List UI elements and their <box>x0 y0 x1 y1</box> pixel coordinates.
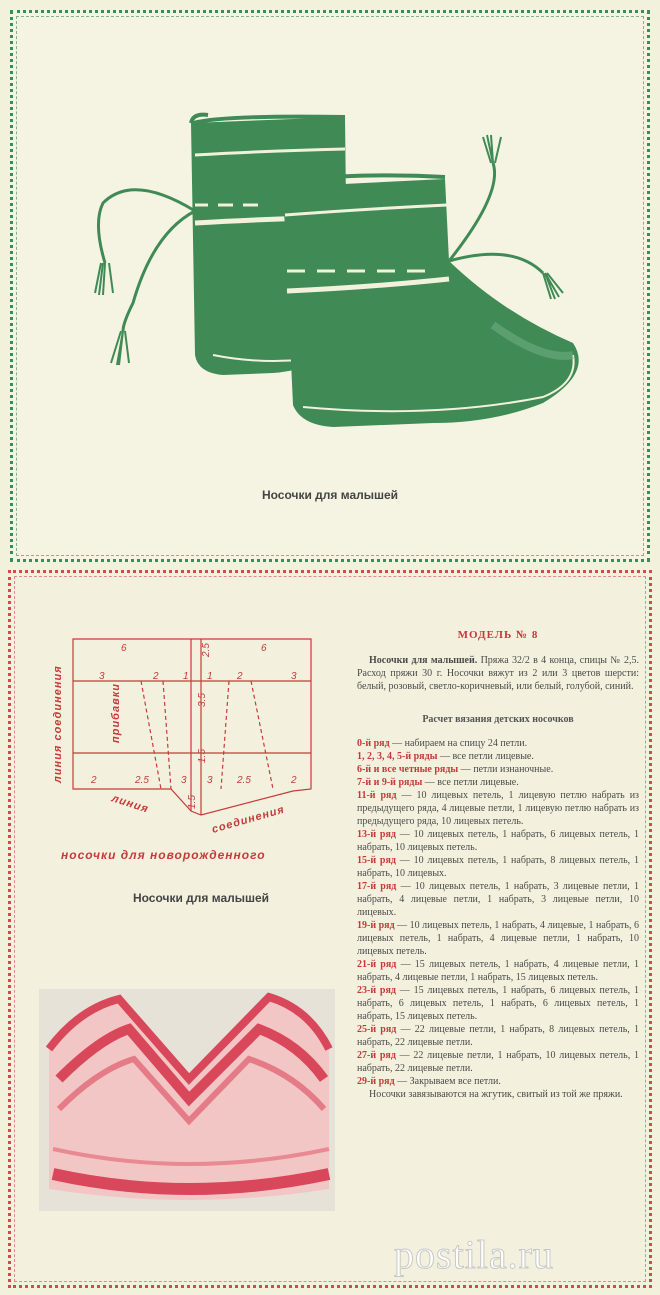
pattern-inner-label: прибавки <box>110 682 122 743</box>
calc-title: Расчет вязания детских носочков <box>422 714 574 725</box>
pattern-bottom-right-label: соединения <box>210 803 287 836</box>
row-instruction: 0-й ряд — набираем на спицу 24 петли. <box>357 738 528 749</box>
row-instruction: 6-й и все четные ряды — петли изнаночные. <box>357 764 554 775</box>
closing-paragraph: Носочки завязываются на жгутик, свитый из той же пряжи. <box>369 1089 623 1100</box>
row-instruction: 21-й ряд — 15 лицевых петель, 1 набрать, 4 лицевые петли, 1 набрать, 4 лицевые петли, 1 набрать, 15 лицевых петель. <box>357 959 639 983</box>
pattern-bottom-number: 3 <box>181 775 187 786</box>
left-caption: Носочки для малышей <box>132 891 270 905</box>
row-instruction: 27-й ряд — 22 лицевые петли, 1 набрать, 10 лицевых петель, 1 набрать, 22 лицевые петли. <box>357 1050 639 1074</box>
pattern-side-number: 1.5 <box>187 795 198 809</box>
pattern-bottom-left-label: линия <box>110 792 151 816</box>
pattern-side-number: 1.5 <box>197 749 208 763</box>
row-instruction: 23-й ряд — 15 лицевых петель, 1 набрать, 6 лицевых петель, 1 набрать, 6 лицевых петель, 1 набрать, 6 лицевых петель, 1 набрать, 15 лицевых петель. <box>357 985 639 1022</box>
row-instruction: 1, 2, 3, 4, 5-й ряды — все петли лицевые. <box>357 751 534 762</box>
row-instruction: 19-й ряд — 10 лицевых петель, 1 набрать, 4 лицевые, 1 набрать, 6 лицевых петель, 1 набрать, 4 лицевые петли, 1 набрать, 10 лицевых петель. <box>357 920 639 957</box>
row-instruction: 11-й ряд — 10 лицевых петель, 1 лицевую петлю набрать из предыдущего ряда, 4 лицевые петли, 1 лицевую петлю набрать из предыдущего ряда, 10 лицевых петель. <box>357 790 640 827</box>
top-caption: Носочки для малышей <box>261 488 399 502</box>
pattern-mid-number: 1 <box>207 671 213 682</box>
model-title: МОДЕЛЬ № 8 <box>457 629 539 641</box>
pattern-top-number: 6 <box>261 643 267 654</box>
row-instruction: 17-й ряд — 10 лицевых петель, 1 набрать, 3 лицевые петли, 1 набрать, 4 лицевые петли, 1 набрать, 3 лицевые петли, 10 лицевых. <box>357 881 639 918</box>
pattern-outline <box>73 639 311 815</box>
pattern-bottom-number: 2.5 <box>237 775 251 786</box>
watermark-text: postila.ru <box>394 1232 554 1277</box>
top-illustration-panel <box>10 10 650 562</box>
row-instruction: 25-й ряд — 22 лицевые петли, 1 набрать, 8 лицевых петель, 1 набрать, 22 лицевые петли. <box>357 1024 639 1048</box>
pattern-bottom-number: 3 <box>207 775 213 786</box>
pattern-caption: носочки для новорожденного <box>61 848 266 862</box>
pattern-side-number: 3.5 <box>197 693 208 707</box>
pattern-bottom-number: 2.5 <box>135 775 149 786</box>
intro-paragraph <box>357 654 639 693</box>
row-instruction: 7-й и 9-й ряды — все петли лицевые. <box>357 777 519 788</box>
pattern-top-number: 6 <box>121 643 127 654</box>
intro-bold: Носочки для малышей. <box>369 655 478 666</box>
bottom-pattern-panel <box>8 570 652 1288</box>
pattern-bottom-number: 2 <box>91 775 97 786</box>
pattern-mid-number: 3 <box>291 671 297 682</box>
row-instruction: 13-й ряд — 10 лицевых петель, 1 набрать, 6 лицевых петель, 1 набрать, 10 лицевых петель. <box>357 829 639 853</box>
pattern-instructions <box>357 629 639 1101</box>
knitted-sock-photo <box>39 989 335 1211</box>
front-bootie <box>279 135 579 427</box>
pattern-mid-number: 2 <box>237 671 243 682</box>
knitted-sock-image <box>39 989 335 1211</box>
pattern-left-vertical-label: линия соединения <box>52 665 64 783</box>
pattern-mid-number: 3 <box>99 671 105 682</box>
intro-rest: Пряжа 32/2 в 4 конца, спицы № 2,5. Расход пряжи 30 г. Носочки вяжут из 2 или 3 цветов шерсти: белый, розовый, светло-коричневый, или белый, голубой, синий. <box>357 655 640 692</box>
pattern-mid-number: 1 <box>183 671 189 682</box>
pattern-mid-number: 2 <box>153 671 159 682</box>
knitting-pattern-diagram <box>41 623 331 853</box>
baby-booties-illustration <box>73 93 593 443</box>
pattern-top-number: 2.5 <box>201 643 212 657</box>
row-instruction: 29-й ряд — Закрываем все петли. <box>357 1076 501 1087</box>
pattern-bottom-number: 2 <box>291 775 297 786</box>
row-instruction: 15-й ряд — 10 лицевых петель, 1 набрать, 8 лицевых петель, 1 набрать, 10 лицевых. <box>357 855 639 879</box>
